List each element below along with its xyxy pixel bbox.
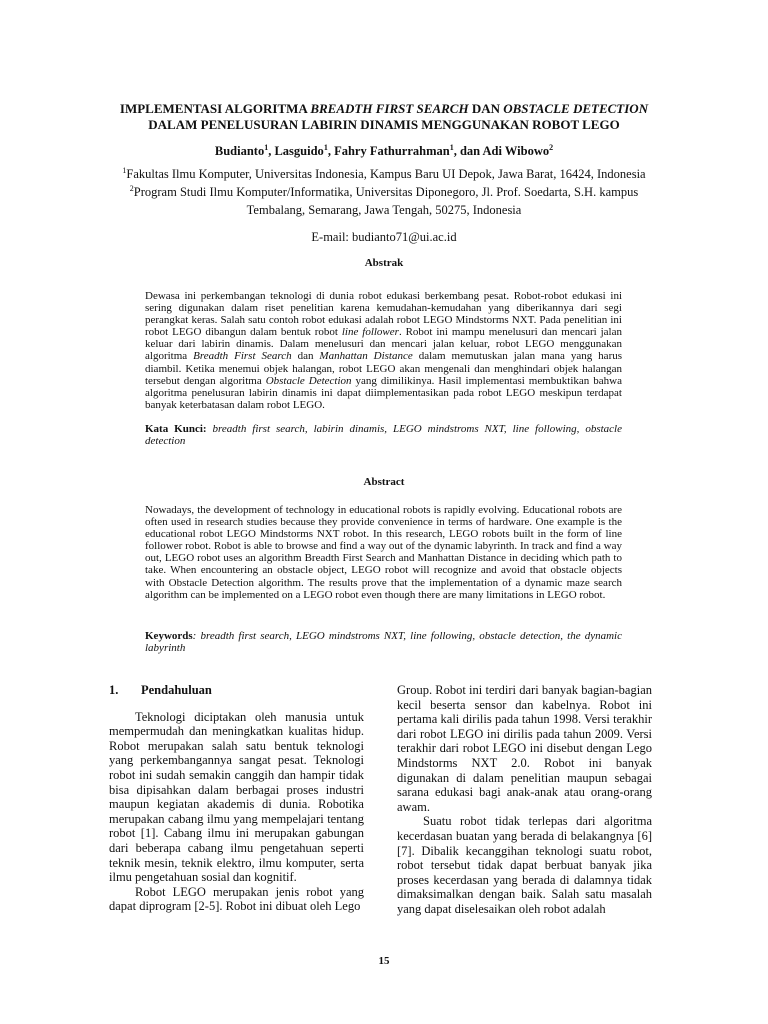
affiliation-2: $^2$Program Studi Ilmu Komputer/Informatika, Universitas Diponegoro, Jl. Prof. Soedarta, S.H. kampus Tembalang, Semarang, Jawa Tengah, 50275, Indonesia <box>129 183 639 217</box>
abstrak-heading: Abstrak <box>364 257 404 269</box>
keywords: Keywords: breadth first search, LEGO mindstroms NXT, line following, obstacle detection, the dynamic labyrinth <box>145 630 622 655</box>
paragraph: Suatu robot tidak terlepas dari algoritma kecerdasan buatan yang berada di belakangnya [6][7]. Dibalik kecanggihan teknologi suatu robot, robot tersebut tidak dapat berbuat banyak jika proses kecerdasan yang berada di dalamnya tidak dimaksimalkan dengan baik. Salah satu masalah yang dapat diselesaikan oleh robot adalah <box>397 814 652 916</box>
paragraph: Robot LEGO merupakan jenis robot yang dapat diprogram [2-5]. Robot ini dibuat oleh Lego <box>109 884 364 914</box>
author-email: E-mail: budianto71@ui.ac.id <box>311 230 457 244</box>
left-column <box>109 683 364 914</box>
right-column <box>397 683 652 917</box>
abstract-body: Nowadays, the development of technology in educational robots is rapidly evolving. Educational robots are often used in research studies because they provide convenience in terms of hardware. One example is the educational robot LEGO Mindstorms NXT robot. In this research, LEGO robots built in the form of line follower robot. Robot is able to browse and find a way out of the dynamic labyrinth. In track and find a way out, LEGO robot uses an algorithm Breadth First Search and Manhattan Distance in deciding which path to take. When encountering an obstacle object, LEGO robot will recognize and avoid that obstacle objects with Obstacle Detection algorithm. The results prove that the implementation of a dynamic maze search algorithm can be implemented on a LEGO robot even though there are many limitations in LEGO robot. <box>145 504 622 601</box>
abstract-heading: Abstract <box>363 476 405 488</box>
affiliation-1: $^1$Fakultas Ilmu Komputer, Universitas Indonesia, Kampus Baru UI Depok, Jawa Barat, 16424, Indonesia <box>122 165 646 181</box>
abstrak-body: Dewasa ini perkembangan teknologi di dunia robot edukasi berkembang pesat. Robot-robot edukasi ini sering digunakan dalam riset penelitian karena kemudahan-kemudahan yang diberikannya dari segi perangkat keras. Salah satu contoh robot edukasi adalah robot LEGO Mindstorms NXT. Pada penelitian ini robot LEGO dibangun dalam bentuk robot line follower. Robot ini mampu menelusuri dan mencari jalan keluar dari labirin dinamis. Dalam menelusuri dan mencari jalan keluar, robot LEGO menggunakan algoritma Breadth First Search dan Manhattan Distance dalam memutuskan jalan mana yang harus diambil. Ketika menemui objek halangan, robot LEGO akan mengenali dan menghindari objek halangan tersebut dengan algoritma Obstacle Detection yang dimilikinya. Hasil implementasi membuktikan bahwa algoritma penelusuran labirin dinamis ini dapat diimplementasikan pada robot LEGO meskipun terdapat banyak keterbatasan dalam robot LEGO. <box>145 290 623 411</box>
kata-kunci: Kata Kunci: breadth first search, labirin dinamis, LEGO mindstroms NXT, line following, obstacle detection <box>145 423 622 448</box>
author-list: Budianto$^1$, Lasguido$^1$, Fahry Fathurrahman$^1$, dan Adi Wibowo$^2$ <box>214 142 554 158</box>
affiliations <box>100 165 668 219</box>
paragraph: Teknologi diciptakan oleh manusia untuk mempermudah dan meningkatkan kualitas hidup. Robot merupakan salah satu bentuk teknologi yang perkembangannya sangat pesat. Teknologi robot ini sudah semakin canggih dan hampir tidak bisa dipisahkan dalam berbagai proses industri maupun kegiatan akademis di dunia. Robotika merupakan cabang ilmu yang mempelajari tentang robot [1]. Cabang ilmu ini merupakan gabungan dari beberapa cabang ilmu pengetahuan seperti teknik mesin, teknik elektro, ilmu komputer, serta ilmu pengetahuan sosial dan kognitif. <box>109 709 364 885</box>
paper-title <box>80 101 688 133</box>
paragraph: Group. Robot ini terdiri dari banyak bagian-bagian kecil beserta sensor dan kabelnya. Robot ini pertama kali dirilis pada tahun 1998. Versi terakhir dari robot LEGO ini dirilis pada tahun 2009. Versi terakhir dari robot LEGO ini disebut dengan Lego Mindstorms NXT 2.0. Robot ini banyak digunakan di dalam penelitian maupun sebagai sarana edukasi bagi anak-anak atau orang-orang awam. <box>397 683 652 814</box>
title-line-1: IMPLEMENTASI ALGORITMA BREADTH FIRST SEARCH DAN OBSTACLE DETECTION <box>119 101 649 116</box>
section-heading: 1. Pendahuluan <box>109 683 212 697</box>
title-line-2: DALAM PENELUSURAN LABIRIN DINAMIS MENGGUNAKAN ROBOT LEGO <box>148 117 620 132</box>
page-number: 15 <box>378 955 390 967</box>
